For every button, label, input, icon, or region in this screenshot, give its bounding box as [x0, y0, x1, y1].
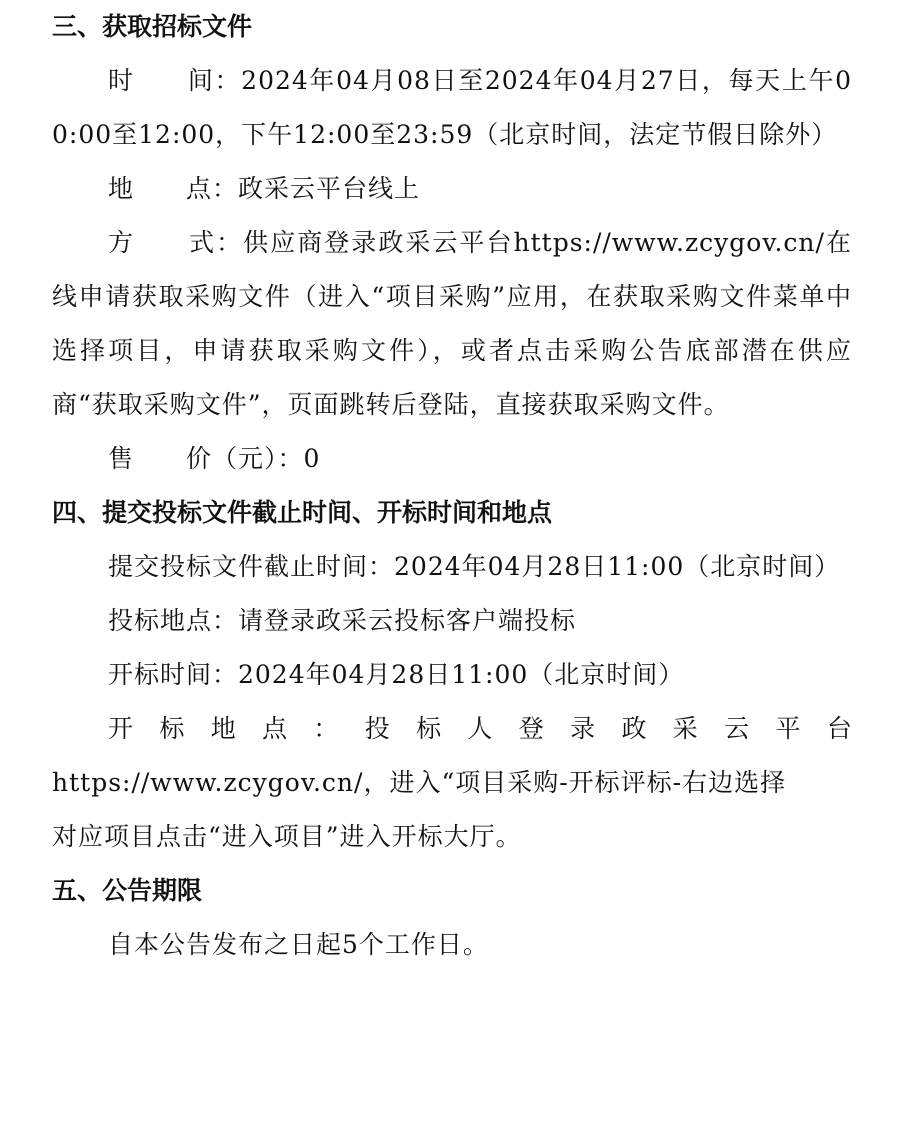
open-location-continuation-2: 对应项目点击“进入项目”进入开标大厅。 — [52, 822, 522, 851]
section-3-heading: 三、获取招标文件 — [52, 12, 253, 41]
bid-location-line: 投标地点：请登录政采云投标客户端投标 — [108, 606, 577, 635]
method-paragraph: 方 式：供应商登录政采云平台https://www.zcygov.cn/在线申请获取采购文件（进入“项目采购”应用，在获取采购文件菜单中选择项目，申请获取采购文件），或者点击采购公告底部潜在供应商“获取采购文件”，页面跳转后登陆，直接获取采购文件。 — [52, 228, 852, 419]
announcement-page — [52, 0, 852, 972]
open-time-line: 开标时间：2024年04月28日11:00（北京时间） — [108, 660, 685, 689]
price-line: 售 价（元）：0 — [108, 444, 321, 473]
location-line: 地 点：政采云平台线上 — [108, 174, 421, 203]
open-location-line: 开 标 地 点 ： 投 标 人 登 录 政 采 云 平 台 — [108, 714, 852, 743]
open-location-continuation-1: https://www.zcygov.cn/，进入“项目采购-开标评标-右边选择 — [52, 768, 787, 797]
section-4-heading: 四、提交投标文件截止时间、开标时间和地点 — [52, 498, 553, 527]
time-paragraph: 时 间：2024年04月08日至2024年04月27日，每天上午00:00至12:00，下午12:00至23:59（北京时间，法定节假日除外） — [52, 66, 852, 149]
period-line: 自本公告发布之日起5个工作日。 — [108, 930, 489, 959]
section-5-heading: 五、公告期限 — [52, 876, 203, 905]
deadline-paragraph: 提交投标文件截止时间：2024年04月28日11:00（北京时间） — [108, 552, 841, 581]
